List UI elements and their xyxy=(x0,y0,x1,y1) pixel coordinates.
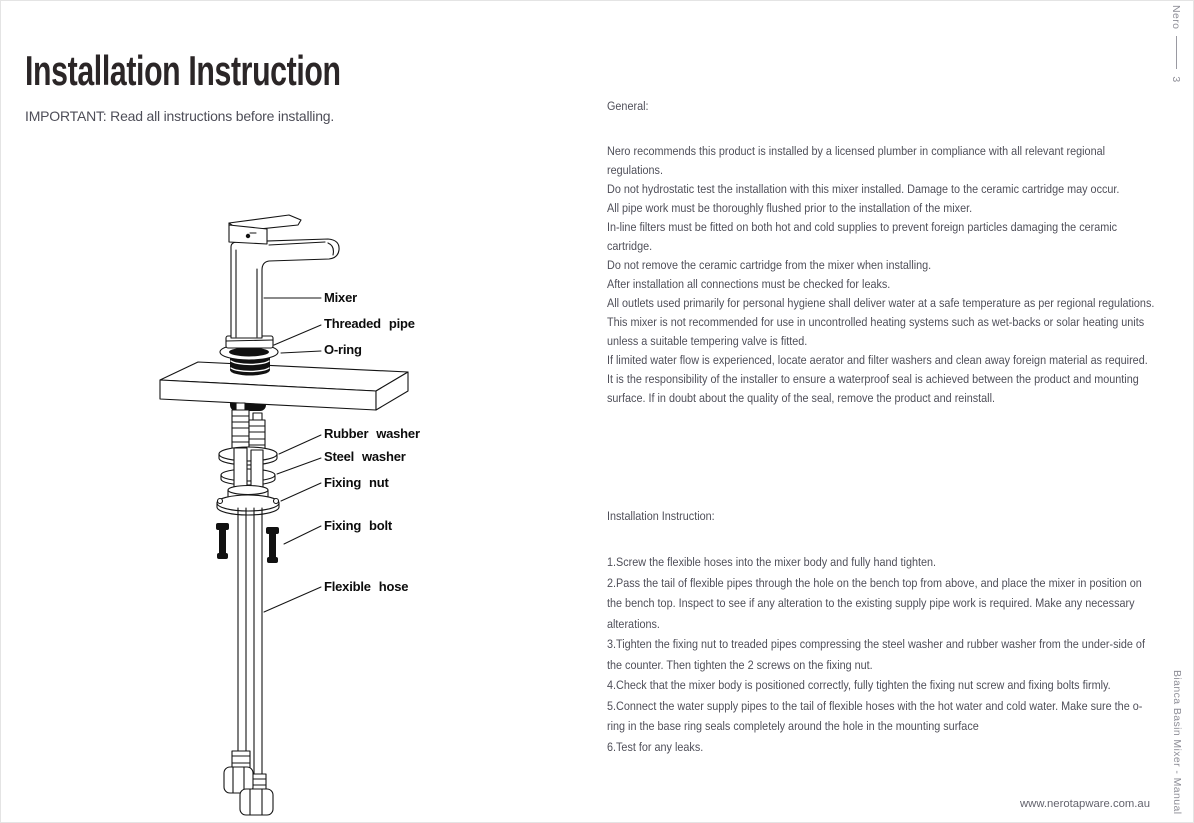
installation-step: 2.Pass the tail of flexible pipes through the hole on the bench top from above, and place the mixer in position on the bench top. Inspect to see if any alteration to the existing supply pipe work is required. Make any necessary alterations. xyxy=(607,575,1142,631)
label-mixer: Mixer xyxy=(324,290,357,305)
label-fixing-nut: Fixing nut xyxy=(324,475,389,490)
margin-page-number: 3 xyxy=(1170,76,1182,83)
website-url: www.nerotapware.com.au xyxy=(1020,798,1150,810)
installation-step: 1.Screw the flexible hoses into the mixer body and fully hand tighten. xyxy=(607,555,937,569)
countertop xyxy=(160,362,408,410)
margin-note-top xyxy=(1171,5,1182,83)
general-paragraph: Do not hydrostatic test the installation with this mixer installed. Damage to the ceramic cartridge may occur. xyxy=(607,182,1120,196)
general-paragraph: All pipe work must be thoroughly flushed prior to the installation of the mixer. xyxy=(607,201,973,215)
general-paragraph: Do not remove the ceramic cartridge from the mixer when installing. xyxy=(607,258,932,272)
general-paragraph: It is the responsibility of the installer to ensure a waterproof seal is achieved between the product and mounting surface. If in doubt about the quality of the seal, remove the product and reinstall. xyxy=(607,372,1139,405)
installation-diagram xyxy=(140,192,610,822)
margin-note-bottom xyxy=(1172,670,1183,814)
label-flexible-hose: Flexible hose xyxy=(324,579,409,594)
steel-washer-drawing xyxy=(221,469,275,485)
general-section xyxy=(607,97,1157,408)
fixing-nut-drawing xyxy=(217,486,279,516)
installation-heading: Installation Instruction: xyxy=(607,509,715,523)
margin-rule xyxy=(1176,36,1177,69)
margin-document-label: Bianca Basin Mixer - Manual xyxy=(1171,669,1183,814)
general-paragraph: After installation all connections must be checked for leaks. xyxy=(607,277,891,291)
mixer-drawing xyxy=(229,215,339,338)
label-steel-washer: Steel washer xyxy=(324,449,406,464)
label-fixing-bolt: Fixing bolt xyxy=(324,518,393,533)
installation-step: 6.Test for any leaks. xyxy=(607,739,704,754)
page-title: Installation Instruction xyxy=(25,47,341,95)
label-o-ring: O-ring xyxy=(324,342,362,357)
label-rubber-washer: Rubber washer xyxy=(324,426,420,441)
important-note: IMPORTANT: Read all instructions before installing. xyxy=(25,108,335,124)
general-paragraph: In-line filters must be fitted on both hot and cold supplies to prevent foreign particles damaging the ceramic cartridge. xyxy=(607,220,1118,253)
general-heading: General: xyxy=(607,99,649,113)
general-paragraph: This mixer is not recommended for use in uncontrolled heating systems such as wet-backs or solar heating units unless a suitable tempering valve is fitted. xyxy=(607,315,1145,348)
fixing-bolts-drawing xyxy=(216,523,279,563)
margin-brand: Nero xyxy=(1170,5,1182,30)
general-paragraph: If limited water flow is experienced, locate aerator and filter washers and clean away foreign material as required. xyxy=(607,353,1148,367)
label-threaded-pipe: Threaded pipe xyxy=(324,316,415,331)
installation-step: 5.Connect the water supply pipes to the tail of flexible hoses with the hot water and cold water. Make sure the o-ring in the base ring seals completely around the hole in the mounting surface xyxy=(607,698,1143,733)
installation-step: 3.Tighten the fixing nut to treaded pipes compressing the steel washer and rubber washer from the under-side of the counter. Then tighten the 2 screws on the fixing nut. xyxy=(607,637,1145,672)
installation-section xyxy=(607,507,1157,757)
flexible-hoses-drawing xyxy=(224,508,273,815)
general-paragraph: Nero recommends this product is installed by a licensed plumber in compliance with all relevant regional regulations. xyxy=(607,144,1106,177)
general-paragraph: All outlets used primarily for personal hygiene shall deliver water at a safe temperature as per regional regulations. xyxy=(607,296,1155,310)
installation-step: 4.Check that the mixer body is positioned correctly, fully tighten the fixing nut screw and fixing bolts firmly. xyxy=(607,678,1111,692)
rubber-washer-drawing xyxy=(219,447,277,465)
